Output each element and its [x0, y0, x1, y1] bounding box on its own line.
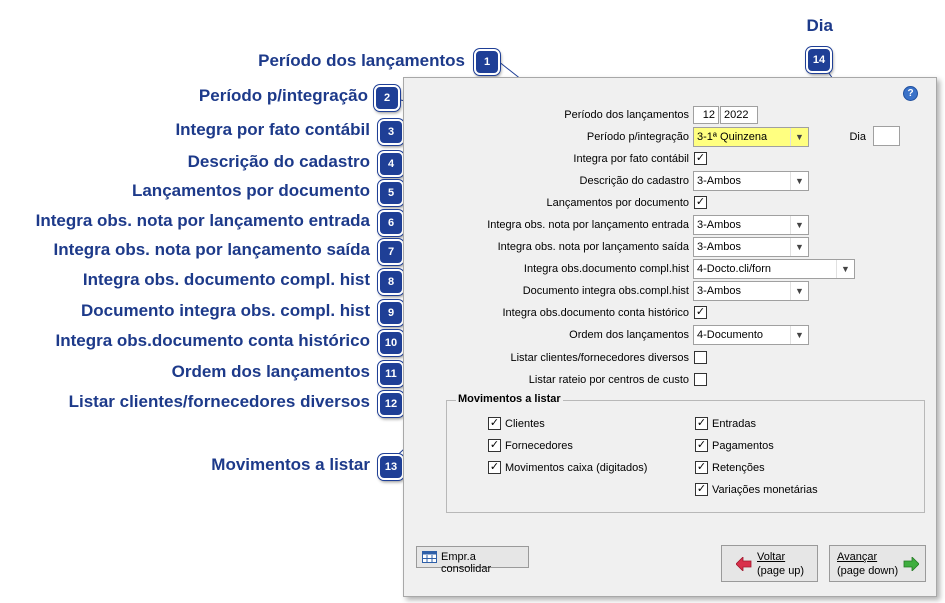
- entradas-label: Entradas: [712, 418, 757, 430]
- callout-label-7: Integra obs. nota por lançamento saída: [53, 240, 370, 259]
- lanc-doc-label: Lançamentos por documento: [546, 197, 689, 209]
- callout-badge-3: 3: [378, 119, 404, 145]
- periodo-integracao-value: 3-1ª Quinzena: [697, 131, 768, 143]
- obs-conta-label: Integra obs.documento conta histórico: [502, 307, 689, 319]
- callout-badge-12: 12: [378, 391, 404, 417]
- obs-entrada-label: Integra obs. nota por lançamento entrada: [487, 219, 689, 231]
- chevron-down-icon: ▼: [790, 238, 808, 256]
- pagamentos-checkbox[interactable]: ✓: [696, 439, 707, 451]
- clientes-label: Clientes: [505, 418, 545, 430]
- voltar-label: Voltar: [757, 551, 786, 563]
- voltar-button[interactable]: [721, 545, 818, 582]
- movimentos-groupbox: [446, 400, 925, 513]
- callout-label-10: Integra obs.documento conta histórico: [55, 331, 370, 350]
- fato-contabil-checkbox[interactable]: ✓: [695, 152, 706, 164]
- doc-compl-value: 3-Ambos: [697, 285, 742, 297]
- entradas-checkbox[interactable]: ✓: [696, 417, 707, 429]
- variacoes-checkbox[interactable]: ✓: [696, 483, 707, 495]
- movimentos-caixa-checkbox[interactable]: ✓: [489, 461, 500, 473]
- callout-label-8: Integra obs. documento compl. hist: [82, 270, 370, 289]
- periodo-label: Período dos lançamentos: [564, 109, 689, 121]
- ordem-select[interactable]: [693, 325, 809, 345]
- callout-badge-14: 14: [806, 47, 832, 73]
- doc-compl-select[interactable]: [693, 281, 809, 301]
- fato-contabil-label: Integra por fato contábil: [573, 153, 689, 165]
- pagamentos-label: Pagamentos: [712, 440, 774, 452]
- obs-doc-hist-select[interactable]: [693, 259, 855, 279]
- listar-diversos-checkbox[interactable]: [694, 351, 707, 364]
- doc-compl-label: Documento integra obs.compl.hist: [522, 285, 689, 297]
- callout-badge-7: 7: [378, 239, 404, 265]
- callout-label-6: Integra obs. nota por lançamento entrada: [35, 211, 370, 230]
- consolidar-button[interactable]: [416, 546, 529, 575]
- listar-rateio-checkbox[interactable]: [694, 373, 707, 386]
- callout-label-9: Documento integra obs. compl. hist: [80, 301, 370, 320]
- clientes-checkbox[interactable]: ✓: [489, 417, 500, 429]
- obs-doc-hist-value: 4-Docto.cli/forn: [697, 263, 771, 275]
- dia-label: Dia: [849, 131, 866, 143]
- lanc-doc-checkbox[interactable]: ✓: [695, 196, 706, 208]
- arrow-right-icon: [903, 557, 919, 571]
- obs-saida-value: 3-Ambos: [697, 241, 742, 253]
- callout-badge-10: 10: [378, 330, 404, 356]
- callout-badge-6: 6: [378, 210, 404, 236]
- grid-icon: [422, 551, 437, 563]
- consolidar-label: Empr.a consolidar: [441, 551, 492, 575]
- chevron-down-icon: ▼: [790, 128, 808, 146]
- callout-badge-11: 11: [378, 361, 404, 387]
- avancar-button[interactable]: [829, 545, 926, 582]
- chevron-down-icon: ▼: [790, 282, 808, 300]
- obs-doc-hist-label: Integra obs.documento compl.hist: [523, 263, 689, 275]
- retencoes-checkbox[interactable]: ✓: [696, 461, 707, 473]
- chevron-down-icon: ▼: [790, 326, 808, 344]
- voltar-shortcut: (page up): [757, 565, 805, 577]
- fornecedores-checkbox[interactable]: ✓: [489, 439, 500, 451]
- obs-saida-label: Integra obs. nota por lançamento saída: [497, 241, 689, 253]
- fornecedores-label: Fornecedores: [505, 440, 573, 452]
- obs-conta-checkbox[interactable]: ✓: [695, 306, 706, 318]
- callout-label-1: Período dos lançamentos: [258, 51, 465, 70]
- avancar-label: Avançar: [837, 551, 878, 563]
- chevron-down-icon: ▼: [790, 216, 808, 234]
- chevron-down-icon: ▼: [790, 172, 808, 190]
- descricao-label: Descrição do cadastro: [579, 175, 689, 187]
- ordem-label: Ordem dos lançamentos: [569, 329, 689, 341]
- arrow-left-icon: [736, 557, 752, 571]
- callout-badge-1: 1: [474, 49, 500, 75]
- dia-input[interactable]: [873, 126, 900, 146]
- callout-badge-13: 13: [378, 454, 404, 480]
- callout-badge-2: 2: [374, 85, 400, 111]
- obs-entrada-select[interactable]: [693, 215, 809, 235]
- listar-rateio-label: Listar rateio por centros de custo: [528, 374, 689, 386]
- chevron-down-icon: ▼: [836, 260, 854, 278]
- callout-badge-9: 9: [378, 300, 404, 326]
- ordem-value: 4-Documento: [697, 329, 764, 341]
- help-icon[interactable]: ?: [903, 86, 918, 101]
- periodo-mes-input[interactable]: 12: [693, 106, 719, 124]
- callout-label-4: Descrição do cadastro: [187, 152, 370, 171]
- callout-label-14: Dia: [806, 16, 833, 35]
- callout-label-12: Listar clientes/fornecedores diversos: [68, 392, 370, 411]
- callout-label-11: Ordem dos lançamentos: [171, 362, 370, 381]
- descricao-select[interactable]: [693, 171, 809, 191]
- movimentos-title: Movimentos a listar: [458, 393, 561, 405]
- callout-badge-8: 8: [378, 269, 404, 295]
- callout-label-2: Período p/integração: [198, 86, 368, 105]
- callout-label-3: Integra por fato contábil: [175, 120, 370, 139]
- periodo-integracao-select[interactable]: [693, 127, 809, 147]
- descricao-value: 3-Ambos: [697, 175, 742, 187]
- obs-saida-select[interactable]: [693, 237, 809, 257]
- variacoes-label: Variações monetárias: [712, 484, 818, 496]
- callout-badge-4: 4: [378, 151, 404, 177]
- callout-label-5: Lançamentos por documento: [131, 181, 370, 200]
- periodo-ano-input[interactable]: 2022: [720, 106, 758, 124]
- retencoes-label: Retenções: [712, 462, 765, 474]
- listar-diversos-label: Listar clientes/fornecedores diversos: [510, 352, 689, 364]
- callout-label-13: Movimentos a listar: [211, 455, 370, 474]
- movimentos-caixa-label: Movimentos caixa (digitados): [505, 462, 648, 474]
- callout-badge-5: 5: [378, 180, 404, 206]
- obs-entrada-value: 3-Ambos: [697, 219, 742, 231]
- periodo-integracao-label: Período p/integração: [586, 131, 689, 143]
- avancar-shortcut: (page down): [837, 565, 899, 577]
